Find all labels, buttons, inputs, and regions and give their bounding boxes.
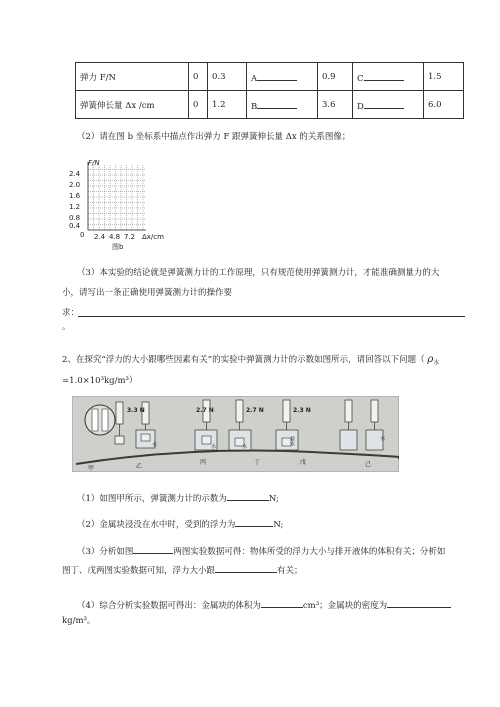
table-cell: 0.9 [318,63,353,91]
graph-grid [88,165,146,230]
y-tick: 1.2 [69,203,81,211]
setup-label: 丁 [254,459,261,466]
experiment-photo [72,396,399,472]
blank-label: B [251,101,258,112]
sub-question-text: cm³；金属块的密度为 [302,601,388,611]
sub-question-4-cont: kg/m³。 [62,616,96,626]
table-cell: 3.6 [318,91,353,119]
graph-ylabel: F/N [88,159,100,167]
q3-line1: （3）本实验的结论就是弹簧测力计的工作原理，只有规范使用弹簧测力计，才能准确测量力的大 [77,268,440,278]
sub-question-text: （1）如图甲所示，弹簧测力计的示数为 [77,494,227,504]
setup-jia [115,402,124,444]
y-tick: 2.0 [69,181,81,189]
table-cell [247,63,318,91]
liquid-label: 水 [380,436,386,442]
reading-label: 3.3 N [127,407,145,414]
y-tick: 0.8 [69,214,81,222]
sub-question-3-cont [62,562,303,576]
sub-question-text: 图丁、戊两图实验数据可知，浮力大小跟 [62,566,216,576]
origin-label: 0 [80,231,85,239]
y-tick: 1.6 [69,192,81,200]
sub-question-text: （4）综合分析实验数据可得出：金属块的体积为 [77,601,261,611]
setup-label: 乙 [136,463,143,470]
table-cell: 0 [189,63,208,91]
sub-question-text: N; [268,494,279,504]
setup-label: 己 [365,461,372,468]
graph-caption: 图b [112,243,124,251]
answer-line[interactable] [78,316,465,317]
problem-2-line1 [62,353,439,367]
sub-question-text: （2）金属块浸没在水中时，受到的浮力为 [77,520,236,530]
rho-symbol: ρ [427,354,434,365]
scale-icon [102,409,108,431]
answer-blank[interactable] [364,70,404,81]
answer-blank[interactable] [257,98,297,109]
sub-question-2 [77,516,283,530]
setup-label: 丙 [200,459,207,466]
answer-blank[interactable] [235,516,273,527]
table-cell: 1.2 [208,91,247,119]
blank-label: C [357,73,364,84]
answer-blank[interactable] [261,597,303,608]
data-table [75,62,464,119]
q3-end: 。 [62,322,71,332]
q3-line3: 求： [62,308,80,318]
answer-blank[interactable] [387,597,451,608]
liquid-label: 盐水 [289,436,295,446]
x-tick: 7.2 [124,233,136,241]
table-cell [353,63,424,91]
setup-label: 甲 [88,465,95,472]
table-row [76,91,464,119]
liquid-label: 水 [152,442,158,448]
graph-b [60,157,180,252]
reading-label: 2.3 N [293,407,311,414]
sub-question-text: （3）分析如图 [77,547,134,557]
sub-question-text: 有关； [277,566,303,576]
table-cell: 0 [189,91,208,119]
answer-blank[interactable] [227,490,269,501]
table-cell: 1.5 [424,63,464,91]
table-cell: 弹簧伸长量 Δx /cm [76,91,189,119]
blank-label: A [251,73,258,84]
reading-label: 2.7 N [246,407,264,414]
liquid-label: 水 [242,444,248,450]
sub-question-1 [77,490,279,504]
y-tick: 2.4 [69,170,81,178]
problem-2-text: 2、在探究“浮力的大小跟哪些因素有关”的实验中弹簧测力计的示数如图所示，请回答以下问题（ [62,355,425,365]
sub-question-3 [77,543,445,557]
liquid-label: 水 [211,444,217,450]
graph-xlabel: Δx/cm [142,233,164,241]
x-tick: 4.8 [109,233,121,241]
rho-subscript: 水 [433,359,440,367]
table-cell: 6.0 [424,91,464,119]
zoom-circle [85,405,115,435]
y-tick: 0.4 [69,222,81,230]
table-cell: 0.3 [208,63,247,91]
problem-2-line2: =1.0×10³kg/m³） [62,376,138,386]
question-2-text: （2）请在图 b 坐标系中描点作出弹力 F 跟弹簧伸长量 Δx 的关系图像； [77,132,351,142]
table-cell: 弹力 F/N [76,63,189,91]
table-cell [353,91,424,119]
blank-label: D [357,101,364,112]
answer-blank[interactable] [364,98,404,109]
answer-blank[interactable] [133,543,173,554]
table-cell [247,91,318,119]
setup-label: 戊 [300,459,307,466]
answer-blank[interactable] [215,562,277,573]
sub-question-text: 两图实验数据可得：物体所受的浮力大小与排开液体的体积有关；分析如 [173,547,446,557]
table-row [76,63,464,91]
scale-icon [92,409,98,431]
reading-label: 2.7 N [196,407,214,414]
x-tick: 2.4 [94,233,106,241]
sub-question-text: N; [273,520,284,530]
q3-line2: 小，请写出一条正确使用弹簧测力计的操作要 [62,288,233,298]
answer-blank[interactable] [257,70,297,81]
sub-question-4 [77,597,451,611]
